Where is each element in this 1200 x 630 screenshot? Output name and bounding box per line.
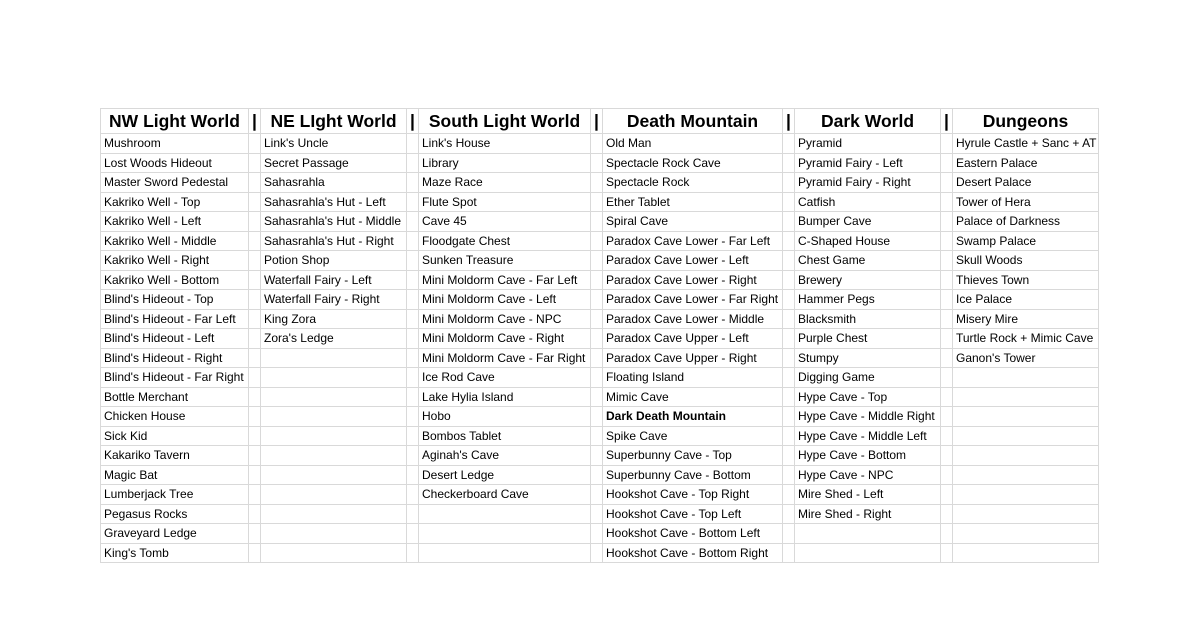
table-row — [101, 407, 1099, 427]
cell-death-mountain[interactable]: Paradox Cave Lower - Far Right — [603, 290, 783, 310]
column-header-nw-light-world[interactable]: NW Light World — [101, 109, 249, 134]
cell-south-light-world[interactable]: Mini Moldorm Cave - NPC — [419, 309, 591, 329]
cell-south-light-world[interactable]: Hobo — [419, 407, 591, 427]
separator-cell[interactable] — [591, 446, 603, 466]
cell-nw-light-world[interactable]: Blind's Hideout - Left — [101, 329, 249, 349]
cell-dark-world[interactable]: Hype Cave - Top — [795, 387, 941, 407]
cell-nw-light-world[interactable]: Kakriko Well - Left — [101, 212, 249, 232]
cell-dungeons[interactable] — [953, 368, 1099, 388]
cell-death-mountain[interactable]: Superbunny Cave - Bottom — [603, 465, 783, 485]
cell-dungeons[interactable]: Ice Palace — [953, 290, 1099, 310]
cell-death-mountain[interactable]: Superbunny Cave - Top — [603, 446, 783, 466]
separator-cell[interactable] — [591, 387, 603, 407]
cell-ne-light-world[interactable] — [261, 485, 407, 505]
cell-nw-light-world[interactable]: King's Tomb — [101, 543, 249, 563]
cell-death-mountain[interactable]: Old Man — [603, 134, 783, 154]
separator-cell[interactable] — [783, 212, 795, 232]
cell-nw-light-world[interactable]: Mushroom — [101, 134, 249, 154]
separator-cell[interactable] — [941, 387, 953, 407]
cell-south-light-world[interactable]: Lake Hylia Island — [419, 387, 591, 407]
cell-dark-world[interactable]: Pyramid — [795, 134, 941, 154]
cell-dark-world[interactable]: Hammer Pegs — [795, 290, 941, 310]
separator-cell[interactable] — [249, 153, 261, 173]
separator-cell[interactable] — [783, 309, 795, 329]
separator-cell[interactable] — [249, 192, 261, 212]
cell-death-mountain[interactable]: Spectacle Rock — [603, 173, 783, 193]
cell-dungeons[interactable]: Skull Woods — [953, 251, 1099, 271]
cell-nw-light-world[interactable]: Chicken House — [101, 407, 249, 427]
cell-dungeons[interactable] — [953, 485, 1099, 505]
cell-ne-light-world[interactable]: Link's Uncle — [261, 134, 407, 154]
separator-cell[interactable] — [591, 251, 603, 271]
separator-cell[interactable] — [941, 134, 953, 154]
separator-cell[interactable] — [783, 348, 795, 368]
cell-ne-light-world[interactable]: Sahasrahla's Hut - Right — [261, 231, 407, 251]
cell-death-mountain[interactable]: Paradox Cave Lower - Middle — [603, 309, 783, 329]
header-row — [101, 109, 1099, 134]
cell-nw-light-world[interactable]: Pegasus Rocks — [101, 504, 249, 524]
separator-cell[interactable] — [249, 465, 261, 485]
cell-ne-light-world[interactable] — [261, 426, 407, 446]
separator-cell[interactable] — [249, 426, 261, 446]
table-row — [101, 231, 1099, 251]
table-row — [101, 348, 1099, 368]
cell-death-mountain[interactable]: Dark Death Mountain — [603, 407, 783, 427]
cell-south-light-world[interactable]: Maze Race — [419, 173, 591, 193]
cell-dungeons[interactable]: Eastern Palace — [953, 153, 1099, 173]
table-row — [101, 290, 1099, 310]
cell-death-mountain[interactable]: Paradox Cave Upper - Left — [603, 329, 783, 349]
cell-dungeons[interactable]: Tower of Hera — [953, 192, 1099, 212]
cell-south-light-world[interactable] — [419, 524, 591, 544]
cell-ne-light-world[interactable]: Sahasrahla — [261, 173, 407, 193]
separator-cell[interactable] — [249, 329, 261, 349]
cell-dark-world[interactable]: Digging Game — [795, 368, 941, 388]
separator-cell[interactable] — [407, 270, 419, 290]
table-row — [101, 465, 1099, 485]
separator-cell[interactable] — [407, 309, 419, 329]
table-row — [101, 134, 1099, 154]
cell-dungeons[interactable] — [953, 426, 1099, 446]
separator-cell[interactable] — [249, 290, 261, 310]
separator-cell[interactable] — [783, 329, 795, 349]
separator-cell[interactable] — [591, 426, 603, 446]
separator-cell[interactable] — [407, 368, 419, 388]
cell-nw-light-world[interactable]: Magic Bat — [101, 465, 249, 485]
separator-cell[interactable] — [407, 407, 419, 427]
separator-cell[interactable] — [941, 524, 953, 544]
table-row — [101, 212, 1099, 232]
separator-cell[interactable] — [783, 368, 795, 388]
cell-nw-light-world[interactable]: Master Sword Pedestal — [101, 173, 249, 193]
cell-nw-light-world[interactable]: Kakriko Well - Bottom — [101, 270, 249, 290]
separator-cell[interactable] — [249, 504, 261, 524]
cell-dungeons[interactable]: Ganon's Tower — [953, 348, 1099, 368]
cell-dungeons[interactable] — [953, 387, 1099, 407]
separator-cell[interactable] — [407, 446, 419, 466]
cell-dark-world[interactable]: Stumpy — [795, 348, 941, 368]
table-row — [101, 504, 1099, 524]
cell-dungeons[interactable]: Desert Palace — [953, 173, 1099, 193]
separator-cell[interactable] — [941, 504, 953, 524]
cell-dungeons[interactable] — [953, 504, 1099, 524]
table-row — [101, 426, 1099, 446]
cell-dungeons[interactable] — [953, 446, 1099, 466]
separator-cell[interactable] — [407, 387, 419, 407]
cell-dark-world[interactable]: Chest Game — [795, 251, 941, 271]
table-row — [101, 368, 1099, 388]
column-header-south-light-world[interactable]: South Light World — [419, 109, 591, 134]
separator-cell[interactable] — [249, 348, 261, 368]
separator-cell[interactable] — [783, 407, 795, 427]
cell-death-mountain[interactable]: Paradox Cave Lower - Right — [603, 270, 783, 290]
cell-nw-light-world[interactable]: Blind's Hideout - Top — [101, 290, 249, 310]
separator-cell[interactable] — [941, 329, 953, 349]
cell-nw-light-world[interactable]: Kakriko Well - Top — [101, 192, 249, 212]
separator-cell[interactable] — [941, 270, 953, 290]
separator-cell[interactable] — [591, 348, 603, 368]
cell-dark-world[interactable] — [795, 524, 941, 544]
cell-ne-light-world[interactable] — [261, 504, 407, 524]
cell-ne-light-world[interactable]: Zora's Ledge — [261, 329, 407, 349]
separator-cell[interactable] — [783, 426, 795, 446]
separator-cell[interactable] — [249, 368, 261, 388]
cell-death-mountain[interactable]: Spiral Cave — [603, 212, 783, 232]
cell-dark-world[interactable]: Mire Shed - Right — [795, 504, 941, 524]
separator-cell[interactable] — [407, 231, 419, 251]
cell-dark-world[interactable]: Hype Cave - Middle Left — [795, 426, 941, 446]
separator-cell[interactable] — [941, 290, 953, 310]
separator-cell[interactable] — [783, 231, 795, 251]
cell-nw-light-world[interactable]: Blind's Hideout - Far Left — [101, 309, 249, 329]
cell-dungeons[interactable]: Thieves Town — [953, 270, 1099, 290]
column-header-dungeons[interactable]: Dungeons — [953, 109, 1099, 134]
separator-cell[interactable] — [407, 465, 419, 485]
cell-ne-light-world[interactable]: Sahasrahla's Hut - Left — [261, 192, 407, 212]
separator-cell[interactable] — [591, 153, 603, 173]
cell-ne-light-world[interactable]: Secret Passage — [261, 153, 407, 173]
cell-south-light-world[interactable]: Floodgate Chest — [419, 231, 591, 251]
separator-cell[interactable] — [249, 485, 261, 505]
separator-cell[interactable] — [249, 270, 261, 290]
cell-south-light-world[interactable]: Bombos Tablet — [419, 426, 591, 446]
cell-dungeons[interactable]: Turtle Rock + Mimic Cave — [953, 329, 1099, 349]
cell-death-mountain[interactable]: Hookshot Cave - Top Right — [603, 485, 783, 505]
separator-cell[interactable] — [591, 231, 603, 251]
cell-ne-light-world[interactable]: Potion Shop — [261, 251, 407, 271]
cell-death-mountain[interactable]: Mimic Cave — [603, 387, 783, 407]
separator-cell[interactable] — [249, 309, 261, 329]
separator-cell[interactable] — [249, 173, 261, 193]
separator-cell[interactable] — [783, 290, 795, 310]
cell-death-mountain[interactable]: Spike Cave — [603, 426, 783, 446]
cell-nw-light-world[interactable]: Lost Woods Hideout — [101, 153, 249, 173]
cell-ne-light-world[interactable] — [261, 407, 407, 427]
separator-cell[interactable] — [249, 251, 261, 271]
cell-south-light-world[interactable]: Flute Spot — [419, 192, 591, 212]
separator-cell[interactable] — [407, 504, 419, 524]
separator-cell[interactable] — [591, 290, 603, 310]
cell-south-light-world[interactable]: Aginah's Cave — [419, 446, 591, 466]
cell-ne-light-world[interactable]: Sahasrahla's Hut - Middle — [261, 212, 407, 232]
cell-ne-light-world[interactable] — [261, 446, 407, 466]
separator-cell[interactable] — [591, 192, 603, 212]
separator-cell[interactable] — [249, 231, 261, 251]
separator-cell[interactable] — [407, 192, 419, 212]
separator-cell[interactable] — [783, 524, 795, 544]
cell-south-light-world[interactable] — [419, 543, 591, 563]
separator-cell[interactable] — [783, 173, 795, 193]
column-separator: | — [407, 109, 419, 134]
cell-ne-light-world[interactable] — [261, 387, 407, 407]
separator-cell[interactable] — [591, 407, 603, 427]
table-row — [101, 446, 1099, 466]
separator-cell[interactable] — [941, 446, 953, 466]
cell-nw-light-world[interactable]: Bottle Merchant — [101, 387, 249, 407]
cell-ne-light-world[interactable] — [261, 465, 407, 485]
column-separator: | — [249, 109, 261, 134]
cell-dark-world[interactable]: Brewery — [795, 270, 941, 290]
separator-cell[interactable] — [783, 543, 795, 563]
table-row — [101, 524, 1099, 544]
separator-cell[interactable] — [407, 543, 419, 563]
separator-cell[interactable] — [407, 524, 419, 544]
cell-nw-light-world[interactable]: Graveyard Ledge — [101, 524, 249, 544]
cell-dark-world[interactable]: Hype Cave - NPC — [795, 465, 941, 485]
cell-dungeons[interactable]: Palace of Darkness — [953, 212, 1099, 232]
cell-south-light-world[interactable]: Ice Rod Cave — [419, 368, 591, 388]
cell-south-light-world[interactable]: Mini Moldorm Cave - Far Left — [419, 270, 591, 290]
cell-south-light-world[interactable]: Desert Ledge — [419, 465, 591, 485]
cell-south-light-world[interactable]: Mini Moldorm Cave - Right — [419, 329, 591, 349]
table-row — [101, 329, 1099, 349]
separator-cell[interactable] — [783, 251, 795, 271]
separator-cell[interactable] — [407, 485, 419, 505]
cell-ne-light-world[interactable]: King Zora — [261, 309, 407, 329]
separator-cell[interactable] — [941, 543, 953, 563]
table-row — [101, 309, 1099, 329]
table-row — [101, 153, 1099, 173]
separator-cell[interactable] — [941, 485, 953, 505]
separator-cell[interactable] — [591, 465, 603, 485]
column-separator: | — [591, 109, 603, 134]
cell-south-light-world[interactable]: Mini Moldorm Cave - Far Right — [419, 348, 591, 368]
cell-nw-light-world[interactable]: Kakariko Tavern — [101, 446, 249, 466]
cell-ne-light-world[interactable]: Waterfall Fairy - Left — [261, 270, 407, 290]
cell-death-mountain[interactable]: Paradox Cave Upper - Right — [603, 348, 783, 368]
separator-cell[interactable] — [941, 192, 953, 212]
column-separator: | — [941, 109, 953, 134]
cell-dark-world[interactable]: Hype Cave - Bottom — [795, 446, 941, 466]
separator-cell[interactable] — [591, 368, 603, 388]
cell-ne-light-world[interactable] — [261, 543, 407, 563]
separator-cell[interactable] — [941, 251, 953, 271]
separator-cell[interactable] — [941, 426, 953, 446]
cell-dark-world[interactable]: Purple Chest — [795, 329, 941, 349]
cell-south-light-world[interactable]: Sunken Treasure — [419, 251, 591, 271]
cell-death-mountain[interactable]: Ether Tablet — [603, 192, 783, 212]
cell-dungeons[interactable] — [953, 543, 1099, 563]
cell-dark-world[interactable]: Catfish — [795, 192, 941, 212]
separator-cell[interactable] — [783, 504, 795, 524]
table-row — [101, 543, 1099, 563]
separator-cell[interactable] — [941, 309, 953, 329]
cell-dark-world[interactable] — [795, 543, 941, 563]
separator-cell[interactable] — [591, 309, 603, 329]
cell-dungeons[interactable]: Misery Mire — [953, 309, 1099, 329]
separator-cell[interactable] — [249, 543, 261, 563]
table-row — [101, 173, 1099, 193]
separator-cell[interactable] — [783, 446, 795, 466]
separator-cell[interactable] — [407, 426, 419, 446]
separator-cell[interactable] — [941, 212, 953, 232]
separator-cell[interactable] — [591, 212, 603, 232]
table-row — [101, 192, 1099, 212]
cell-nw-light-world[interactable]: Kakriko Well - Right — [101, 251, 249, 271]
separator-cell[interactable] — [407, 290, 419, 310]
cell-nw-light-world[interactable]: Kakriko Well - Middle — [101, 231, 249, 251]
separator-cell[interactable] — [407, 329, 419, 349]
cell-death-mountain[interactable]: Hookshot Cave - Bottom Right — [603, 543, 783, 563]
cell-death-mountain[interactable]: Floating Island — [603, 368, 783, 388]
cell-death-mountain[interactable]: Spectacle Rock Cave — [603, 153, 783, 173]
separator-cell[interactable] — [783, 387, 795, 407]
table-row — [101, 485, 1099, 505]
cell-nw-light-world[interactable]: Blind's Hideout - Far Right — [101, 368, 249, 388]
cell-dungeons[interactable] — [953, 524, 1099, 544]
separator-cell[interactable] — [591, 504, 603, 524]
cell-ne-light-world[interactable] — [261, 348, 407, 368]
cell-dark-world[interactable]: Mire Shed - Left — [795, 485, 941, 505]
separator-cell[interactable] — [407, 251, 419, 271]
cell-dungeons[interactable] — [953, 465, 1099, 485]
column-separator: | — [783, 109, 795, 134]
separator-cell[interactable] — [249, 387, 261, 407]
separator-cell[interactable] — [591, 485, 603, 505]
cell-dark-world[interactable]: Hype Cave - Middle Right — [795, 407, 941, 427]
separator-cell[interactable] — [591, 134, 603, 154]
cell-ne-light-world[interactable]: Waterfall Fairy - Right — [261, 290, 407, 310]
separator-cell[interactable] — [591, 524, 603, 544]
separator-cell[interactable] — [407, 212, 419, 232]
table-row — [101, 251, 1099, 271]
table-row — [101, 270, 1099, 290]
separator-cell[interactable] — [783, 485, 795, 505]
cell-death-mountain[interactable]: Hookshot Cave - Top Left — [603, 504, 783, 524]
separator-cell[interactable] — [783, 134, 795, 154]
separator-cell[interactable] — [941, 368, 953, 388]
separator-cell[interactable] — [591, 173, 603, 193]
separator-cell[interactable] — [249, 407, 261, 427]
cell-nw-light-world[interactable]: Sick Kid — [101, 426, 249, 446]
cell-south-light-world[interactable]: Library — [419, 153, 591, 173]
cell-nw-light-world[interactable]: Blind's Hideout - Right — [101, 348, 249, 368]
cell-death-mountain[interactable]: Paradox Cave Lower - Left — [603, 251, 783, 271]
cell-dungeons[interactable]: Swamp Palace — [953, 231, 1099, 251]
table-body — [101, 134, 1099, 563]
cell-south-light-world[interactable]: Checkerboard Cave — [419, 485, 591, 505]
separator-cell[interactable] — [783, 192, 795, 212]
separator-cell[interactable] — [249, 446, 261, 466]
cell-nw-light-world[interactable]: Lumberjack Tree — [101, 485, 249, 505]
separator-cell[interactable] — [591, 543, 603, 563]
cell-dungeons[interactable]: Hyrule Castle + Sanc + AT — [953, 134, 1099, 154]
separator-cell[interactable] — [407, 153, 419, 173]
separator-cell[interactable] — [249, 212, 261, 232]
table-row — [101, 387, 1099, 407]
separator-cell[interactable] — [941, 465, 953, 485]
separator-cell[interactable] — [941, 231, 953, 251]
location-spreadsheet — [100, 108, 1099, 563]
separator-cell[interactable] — [407, 134, 419, 154]
column-header-death-mountain[interactable]: Death Mountain — [603, 109, 783, 134]
separator-cell[interactable] — [407, 173, 419, 193]
cell-dark-world[interactable]: Blacksmith — [795, 309, 941, 329]
separator-cell[interactable] — [591, 270, 603, 290]
separator-cell[interactable] — [783, 153, 795, 173]
separator-cell[interactable] — [783, 465, 795, 485]
cell-dark-world[interactable]: Bumper Cave — [795, 212, 941, 232]
cell-ne-light-world[interactable] — [261, 524, 407, 544]
cell-dark-world[interactable]: C-Shaped House — [795, 231, 941, 251]
separator-cell[interactable] — [941, 153, 953, 173]
separator-cell[interactable] — [783, 270, 795, 290]
cell-south-light-world[interactable]: Link's House — [419, 134, 591, 154]
separator-cell[interactable] — [407, 348, 419, 368]
separator-cell[interactable] — [249, 524, 261, 544]
cell-ne-light-world[interactable] — [261, 368, 407, 388]
cell-death-mountain[interactable]: Hookshot Cave - Bottom Left — [603, 524, 783, 544]
separator-cell[interactable] — [941, 173, 953, 193]
cell-south-light-world[interactable] — [419, 504, 591, 524]
cell-dark-world[interactable]: Pyramid Fairy - Left — [795, 153, 941, 173]
separator-cell[interactable] — [941, 348, 953, 368]
cell-death-mountain[interactable]: Paradox Cave Lower - Far Left — [603, 231, 783, 251]
column-header-dark-world[interactable]: Dark World — [795, 109, 941, 134]
column-header-ne-light-world[interactable]: NE LIght World — [261, 109, 407, 134]
separator-cell[interactable] — [591, 329, 603, 349]
cell-south-light-world[interactable]: Cave 45 — [419, 212, 591, 232]
cell-dark-world[interactable]: Pyramid Fairy - Right — [795, 173, 941, 193]
cell-dungeons[interactable] — [953, 407, 1099, 427]
separator-cell[interactable] — [941, 407, 953, 427]
cell-south-light-world[interactable]: Mini Moldorm Cave - Left — [419, 290, 591, 310]
separator-cell[interactable] — [249, 134, 261, 154]
